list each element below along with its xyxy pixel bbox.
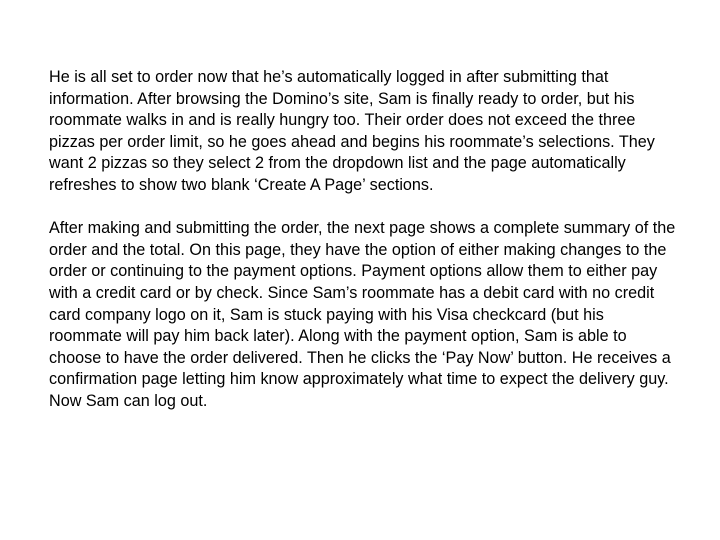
paragraph-2: After making and submitting the order, the next page shows a complete summary of the order and the total. On this page, they have the option of either making changes to the order or continuing to the payment options. Payment options allow them to either pay with a credit card or by check. Since Sam’s roommate has a debit card with no credit card company logo on it, Sam is stuck paying with his Visa checkcard (but his roommate will pay him back later). Along with the payment option, Sam is able to choose to have the order delivered. Then he clicks the ‘Pay Now’ button. He receives a confirmation page letting him know approximately what time to expect the delivery guy. Now Sam can log out. (49, 219, 676, 410)
body-text (49, 67, 679, 413)
paragraph-1: He is all set to order now that he’s automatically logged in after submitting that information. After browsing the Domino’s site, Sam is finally ready to order, but his roommate walks in and is really hungry too. Their order does not exceed the three pizzas per order limit, so he goes ahead and begins his roommate’s selections. They want 2 pizzas so they select 2 from the dropdown list and the page automatically refreshes to show two blank ‘Create A Page’ sections. (49, 68, 655, 194)
